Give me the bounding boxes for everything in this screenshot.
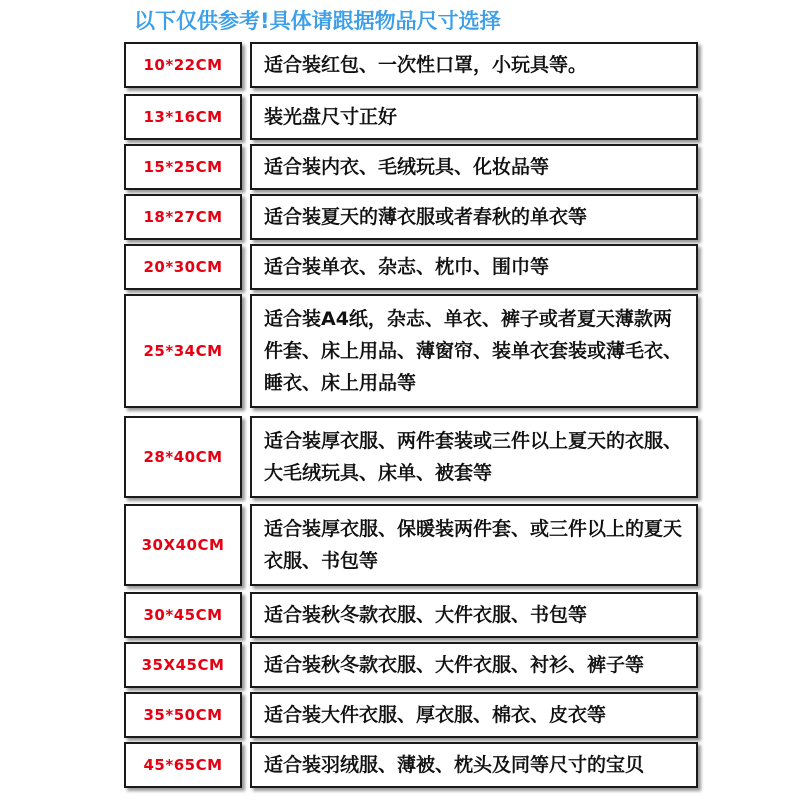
description-text: 适合装厚衣服、两件套装或三件以上夏天的衣服、大毛绒玩具、床单、被套等 (264, 430, 683, 484)
table-row (124, 94, 704, 140)
description-text: 适合装羽绒服、薄被、枕头及同等尺寸的宝贝 (264, 754, 645, 776)
table-row (124, 42, 704, 88)
table-row (124, 144, 704, 190)
description-text: 适合装秋冬款衣服、大件衣服、衬衫、裤子等 (264, 654, 645, 676)
description-cell (250, 144, 698, 190)
table-row (124, 692, 704, 738)
size-cell: 30*45CM (124, 592, 242, 638)
page-title: 以下仅供参考!具体请跟据物品尺寸选择 (134, 9, 501, 33)
table-row (124, 504, 704, 586)
description-text: 适合装大件衣服、厚衣服、棉衣、皮衣等 (264, 704, 607, 726)
size-cell: 45*65CM (124, 742, 242, 788)
description-text: 适合装内衣、毛绒玩具、化妆品等 (264, 156, 550, 178)
table-row (124, 416, 704, 498)
description-cell (250, 692, 698, 738)
table-row (124, 244, 704, 290)
size-cell: 28*40CM (124, 416, 242, 498)
description-cell (250, 504, 698, 586)
description-cell (250, 194, 698, 240)
size-cell: 20*30CM (124, 244, 242, 290)
description-text: 适合装单衣、杂志、枕巾、围巾等 (264, 256, 550, 278)
table-row (124, 642, 704, 688)
size-cell: 25*34CM (124, 294, 242, 408)
size-cell: 10*22CM (124, 42, 242, 88)
description-text: 适合装红包、一次性口罩，小玩具等。 (264, 54, 588, 76)
table-row (124, 194, 704, 240)
description-cell (250, 42, 698, 88)
size-cell: 35X45CM (124, 642, 242, 688)
description-text: 适合装夏天的薄衣服或者春秋的单衣等 (264, 206, 588, 228)
description-cell (250, 244, 698, 290)
description-text: 适合装A4纸，杂志、单衣、裤子或者夏天薄款两件套、床上用品、薄窗帘、装单衣套装或薄毛衣、睡衣、床上用品等 (264, 308, 683, 394)
size-table (124, 42, 704, 798)
description-cell (250, 592, 698, 638)
description-text: 适合装秋冬款衣服、大件衣服、书包等 (264, 604, 588, 626)
description-cell (250, 642, 698, 688)
table-row (124, 742, 704, 788)
size-cell: 13*16CM (124, 94, 242, 140)
size-cell: 18*27CM (124, 194, 242, 240)
description-text: 装光盘尺寸正好 (264, 106, 398, 128)
description-cell (250, 294, 698, 408)
description-text: 适合装厚衣服、保暖装两件套、或三件以上的夏天衣服、书包等 (264, 518, 683, 572)
size-cell: 35*50CM (124, 692, 242, 738)
description-cell (250, 742, 698, 788)
size-cell: 15*25CM (124, 144, 242, 190)
table-row (124, 294, 704, 408)
table-row (124, 592, 704, 638)
description-cell (250, 94, 698, 140)
description-cell (250, 416, 698, 498)
size-cell: 30X40CM (124, 504, 242, 586)
